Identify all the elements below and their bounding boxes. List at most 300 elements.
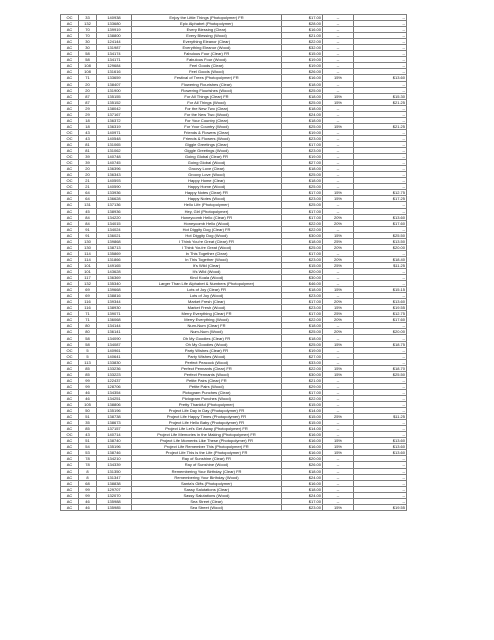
- sale-price-cell: --: [354, 432, 407, 438]
- item-number-cell: 135155: [97, 93, 132, 99]
- item-number-cell: 139919: [97, 27, 132, 33]
- sale-price-cell: --: [354, 426, 407, 432]
- discount-cell: --: [323, 39, 354, 45]
- product-name-cell: It's Wild (Clear): [132, 262, 282, 268]
- item-number-cell: 122437: [97, 377, 132, 383]
- discount-cell: --: [323, 359, 354, 365]
- product-name-cell: Party Wishes (Clear) FR: [132, 347, 282, 353]
- catalog-cell: AC: [61, 323, 79, 329]
- discount-cell: 15%: [323, 450, 354, 456]
- discount-cell: 20%: [323, 329, 354, 335]
- sale-price-cell: --: [354, 15, 407, 21]
- catalog-cell: AC: [61, 166, 79, 172]
- catalog-cell: AC: [61, 462, 79, 468]
- product-name-cell: Lots of Joy (Wood): [132, 293, 282, 299]
- product-name-cell: Happy Notes (Clear) FR: [132, 190, 282, 196]
- item-number-cell: 133936: [97, 190, 132, 196]
- page-cell: 35: [79, 420, 97, 426]
- catalog-cell: AC: [61, 492, 79, 498]
- price-cell: $15.00: [282, 420, 323, 426]
- catalog-cell: AC: [61, 383, 79, 389]
- item-number-cell: 149165: [97, 262, 132, 268]
- product-name-cell: Happy Notes (Wood): [132, 196, 282, 202]
- catalog-cell: AC: [61, 208, 79, 214]
- catalog-cell: AC: [61, 498, 79, 504]
- page-cell: 64: [79, 196, 97, 202]
- price-cell: $15.00: [282, 51, 323, 57]
- catalog-cell: OC: [61, 353, 79, 359]
- price-cell: $24.00: [282, 111, 323, 117]
- item-number-cell: 134015: [97, 220, 132, 226]
- price-cell: $32.00: [282, 45, 323, 51]
- price-cell: $22.00: [282, 395, 323, 401]
- item-number-cell: 134024: [97, 226, 132, 232]
- sale-price-cell: $13.50: [354, 238, 407, 244]
- item-number-cell: 134354: [97, 389, 132, 395]
- discount-cell: --: [323, 21, 354, 27]
- catalog-cell: AC: [61, 21, 79, 27]
- item-number-cell: 133236: [97, 365, 132, 371]
- discount-cell: --: [323, 154, 354, 160]
- sale-price-cell: --: [354, 154, 407, 160]
- sale-price-cell: --: [354, 160, 407, 166]
- discount-cell: --: [323, 141, 354, 147]
- discount-cell: --: [323, 426, 354, 432]
- discount-cell: --: [323, 208, 354, 214]
- catalog-cell: AC: [61, 148, 79, 154]
- page-cell: 116: [79, 299, 97, 305]
- sale-price-cell: --: [354, 178, 407, 184]
- page-cell: 58: [79, 57, 97, 63]
- product-name-cell: Project Life Memories in the Making (Photopolymer) FR: [132, 432, 282, 438]
- catalog-cell: AC: [61, 238, 79, 244]
- item-number-cell: 136068: [97, 317, 132, 323]
- catalog-cell: OC: [61, 347, 79, 353]
- product-name-cell: For All Things (Clear) FR: [132, 93, 282, 99]
- item-number-cell: 131065: [97, 141, 132, 147]
- price-cell: $16.00: [282, 480, 323, 486]
- product-name-cell: Ray of Sunshine (Wood): [132, 462, 282, 468]
- price-cell: $23.00: [282, 148, 323, 154]
- product-name-cell: Sassy Salutations (Clear): [132, 486, 282, 492]
- item-number-cell: 131347: [97, 474, 132, 480]
- catalog-cell: AC: [61, 250, 79, 256]
- catalog-cell: AC: [61, 202, 79, 208]
- catalog-cell: AC: [61, 81, 79, 87]
- page-cell: 58: [79, 51, 97, 57]
- discount-cell: --: [323, 383, 354, 389]
- product-name-cell: For Your Country (Wood): [132, 123, 282, 129]
- page-cell: 20: [79, 87, 97, 93]
- sale-price-cell: --: [354, 69, 407, 75]
- price-cell: $18.00: [282, 468, 323, 474]
- product-name-cell: For the New Two (Wood): [132, 111, 282, 117]
- catalog-cell: AC: [61, 123, 79, 129]
- catalog-cell: AC: [61, 377, 79, 383]
- page-cell: 85: [79, 426, 97, 432]
- sale-price-cell: --: [354, 402, 407, 408]
- catalog-cell: AC: [61, 172, 79, 178]
- sale-price-cell: --: [354, 468, 407, 474]
- discount-cell: 15%: [323, 123, 354, 129]
- page-cell: 51: [79, 438, 97, 444]
- page-cell: 99: [79, 377, 97, 383]
- product-name-cell: For Your Country (Clear): [132, 117, 282, 123]
- price-cell: $15.00: [282, 262, 323, 268]
- price-cell: $25.00: [282, 99, 323, 105]
- catalog-cell: AC: [61, 299, 79, 305]
- sale-price-cell: --: [354, 208, 407, 214]
- catalog-cell: AC: [61, 63, 79, 69]
- page-cell: 99: [79, 492, 97, 498]
- price-cell: $17.00: [282, 214, 323, 220]
- page-cell: 117: [79, 275, 97, 281]
- price-cell: $18.00: [282, 335, 323, 341]
- price-cell: $21.00: [282, 33, 323, 39]
- page-cell: 85: [79, 371, 97, 377]
- catalog-cell: AC: [61, 317, 79, 323]
- discount-cell: --: [323, 335, 354, 341]
- sale-price-cell: --: [354, 353, 407, 359]
- catalog-cell: AC: [61, 480, 79, 486]
- discount-cell: 20%: [323, 220, 354, 226]
- discount-cell: 15%: [323, 371, 354, 377]
- sale-price-cell: $18.75: [354, 341, 407, 347]
- item-number-cell: 138407: [97, 81, 132, 87]
- price-cell: $25.00: [282, 341, 323, 347]
- catalog-cell: AC: [61, 311, 79, 317]
- page-cell: 54: [79, 444, 97, 450]
- price-cell: $19.00: [282, 57, 323, 63]
- item-number-cell: 132070: [97, 492, 132, 498]
- item-number-cell: 136141: [97, 329, 132, 335]
- price-cell: $23.00: [282, 305, 323, 311]
- price-cell: $22.00: [282, 220, 323, 226]
- discount-cell: 15%: [323, 232, 354, 238]
- catalog-cell: AC: [61, 293, 79, 299]
- price-cell: $14.00: [282, 408, 323, 414]
- discount-cell: --: [323, 268, 354, 274]
- product-name-cell: Going Global (Wood): [132, 160, 282, 166]
- price-cell: $17.00: [282, 15, 323, 21]
- discount-cell: --: [323, 293, 354, 299]
- catalog-cell: OC: [61, 178, 79, 184]
- item-number-cell: 140714: [97, 432, 132, 438]
- discount-cell: --: [323, 129, 354, 135]
- item-number-cell: 136372: [97, 117, 132, 123]
- product-name-cell: Project Life This is the Life (Photopolymer) FR: [132, 450, 282, 456]
- page-cell: 116: [79, 305, 97, 311]
- catalog-cell: AC: [61, 281, 79, 287]
- catalog-cell: AC: [61, 45, 79, 51]
- item-number-cell: 138738: [97, 414, 132, 420]
- catalog-cell: AC: [61, 39, 79, 45]
- product-name-cell: Hello Life (Photopolymer): [132, 202, 282, 208]
- product-name-cell: I Think You're Great (Wood): [132, 244, 282, 250]
- page-cell: 20: [79, 172, 97, 178]
- discount-cell: --: [323, 57, 354, 63]
- price-cell: $16.00: [282, 432, 323, 438]
- discount-cell: --: [323, 402, 354, 408]
- catalog-cell: AC: [61, 262, 79, 268]
- product-name-cell: Giggle Greetings (Wood): [132, 148, 282, 154]
- item-number-cell: 140548: [97, 135, 132, 141]
- product-name-cell: Friends & Flowers (Wood): [132, 135, 282, 141]
- item-number-cell: 135196: [97, 408, 132, 414]
- sale-price-cell: $25.50: [354, 371, 407, 377]
- item-number-cell: 138746: [97, 450, 132, 456]
- page-cell: 33: [79, 15, 97, 21]
- item-number-cell: 131866: [97, 256, 132, 262]
- page-cell: 5: [79, 347, 97, 353]
- catalog-cell: AC: [61, 141, 79, 147]
- page-cell: 30: [79, 45, 97, 51]
- product-name-cell: Giggle Greetings (Clear): [132, 141, 282, 147]
- catalog-cell: AC: [61, 305, 79, 311]
- item-number-cell: 131987: [97, 45, 132, 51]
- sale-price-cell: --: [354, 39, 407, 45]
- price-cell: $25.00: [282, 329, 323, 335]
- sale-price-cell: --: [354, 117, 407, 123]
- catalog-cell: AC: [61, 244, 79, 250]
- discount-cell: 25%: [323, 262, 354, 268]
- sale-price-cell: $12.75: [354, 311, 407, 317]
- catalog-cell: AC: [61, 214, 79, 220]
- product-name-cell: Enjoy the Little Things (Photopolymer) FR: [132, 15, 282, 21]
- product-name-cell: For the New Two (Clear): [132, 105, 282, 111]
- catalog-cell: AC: [61, 474, 79, 480]
- catalog-cell: AC: [61, 486, 79, 492]
- sale-price-cell: --: [354, 377, 407, 383]
- product-name-cell: Project Life Happy Times (Photopolymer) FR: [132, 414, 282, 420]
- discount-cell: 15%: [323, 365, 354, 371]
- item-number-cell: 140748: [97, 154, 132, 160]
- sale-price-cell: $20.00: [354, 329, 407, 335]
- sale-price-cell: --: [354, 148, 407, 154]
- catalog-cell: AC: [61, 220, 79, 226]
- sale-price-cell: $15.30: [354, 93, 407, 99]
- sale-price-cell: --: [354, 480, 407, 486]
- item-number-cell: 134144: [97, 323, 132, 329]
- price-cell: $22.00: [282, 226, 323, 232]
- page-cell: 53: [79, 450, 97, 456]
- catalog-cell: AC: [61, 256, 79, 262]
- product-name-cell: Happy Home (Wood): [132, 184, 282, 190]
- item-number-cell: 133830: [97, 359, 132, 365]
- item-number-cell: 137167: [97, 111, 132, 117]
- page-cell: 108: [79, 63, 97, 69]
- page-cell: 18: [79, 123, 97, 129]
- price-cell: $19.00: [282, 154, 323, 160]
- sale-price-cell: --: [354, 45, 407, 51]
- item-number-cell: 143628: [97, 268, 132, 274]
- item-number-cell: 138740: [97, 438, 132, 444]
- item-number-cell: 140961: [97, 347, 132, 353]
- page-cell: 68: [79, 480, 97, 486]
- price-cell: $23.00: [282, 196, 323, 202]
- product-name-cell: Merry Everything (Clear) FR: [132, 311, 282, 317]
- catalog-cell: AC: [61, 99, 79, 105]
- item-number-cell: 138713: [97, 244, 132, 250]
- product-name-cell: Friends & Flowers (Clear): [132, 129, 282, 135]
- discount-cell: --: [323, 347, 354, 353]
- item-number-cell: 136319: [97, 123, 132, 129]
- sale-price-cell: $20.00: [354, 244, 407, 250]
- page-cell: 18: [79, 117, 97, 123]
- discount-cell: --: [323, 160, 354, 166]
- product-name-cell: Sea Street (Wood): [132, 504, 282, 510]
- product-name-cell: Everything Eleanor (Clear): [132, 39, 282, 45]
- item-number-cell: 138930: [97, 305, 132, 311]
- catalog-cell: OC: [61, 184, 79, 190]
- price-cell: $20.00: [282, 456, 323, 462]
- page-cell: 39: [79, 160, 97, 166]
- page-cell: 91: [79, 226, 97, 232]
- sale-price-cell: --: [354, 57, 407, 63]
- product-name-cell: In This Together (Wood): [132, 256, 282, 262]
- item-number-cell: 140590: [97, 184, 132, 190]
- item-number-cell: 136021: [97, 232, 132, 238]
- price-cell: $22.00: [282, 39, 323, 45]
- product-name-cell: Larger Than Life Alphabet & Numbers (Photopolymer): [132, 281, 282, 287]
- catalog-cell: AC: [61, 426, 79, 432]
- discount-cell: 20%: [323, 317, 354, 323]
- discount-cell: 15%: [323, 99, 354, 105]
- product-name-cell: For All Things (Wood): [132, 99, 282, 105]
- catalog-cell: OC: [61, 135, 79, 141]
- product-name-cell: Num-Num (Clear) FR: [132, 323, 282, 329]
- price-cell: $24.00: [282, 492, 323, 498]
- page-cell: 70: [79, 27, 97, 33]
- page-cell: 29: [79, 111, 97, 117]
- sale-price-cell: --: [354, 408, 407, 414]
- item-number-cell: 140971: [97, 129, 132, 135]
- sale-price-cell: --: [354, 275, 407, 281]
- item-number-cell: 135340: [97, 281, 132, 287]
- product-name-cell: Groovy Love (Wood): [132, 172, 282, 178]
- product-name-cell: Petite Pairs (Wood): [132, 383, 282, 389]
- page-cell: 21: [79, 184, 97, 190]
- sale-price-cell: $21.25: [354, 123, 407, 129]
- product-name-cell: Project Life Let's Get Away (Photopolymer) FR: [132, 426, 282, 432]
- item-number-cell: 138816: [97, 293, 132, 299]
- sale-price-cell: --: [354, 462, 407, 468]
- item-number-cell: 140745: [97, 160, 132, 166]
- item-number-cell: 134171: [97, 57, 132, 63]
- page-cell: 105: [79, 402, 97, 408]
- page-cell: 85: [79, 365, 97, 371]
- discount-cell: --: [323, 395, 354, 401]
- product-name-cell: Honeycomb Hello (Clear) FR: [132, 214, 282, 220]
- discount-cell: --: [323, 178, 354, 184]
- item-number-cell: 139071: [97, 311, 132, 317]
- sale-price-cell: --: [354, 335, 407, 341]
- page-cell: 91: [79, 232, 97, 238]
- price-cell: $17.00: [282, 498, 323, 504]
- catalog-cell: AC: [61, 438, 79, 444]
- sale-price-cell: --: [354, 389, 407, 395]
- price-cell: $27.00: [282, 353, 323, 359]
- catalog-cell: AC: [61, 196, 79, 202]
- sale-price-cell: --: [354, 87, 407, 93]
- sale-price-cell: --: [354, 33, 407, 39]
- price-cell: $16.00: [282, 444, 323, 450]
- price-cell: $25.00: [282, 184, 323, 190]
- page-cell: 21: [79, 178, 97, 184]
- page-cell: 20: [79, 166, 97, 172]
- product-name-cell: Market Fresh (Clear): [132, 299, 282, 305]
- discount-cell: --: [323, 275, 354, 281]
- price-cell: $17.00: [282, 389, 323, 395]
- item-number-cell: 139344: [97, 299, 132, 305]
- price-cell: $33.00: [282, 359, 323, 365]
- discount-cell: --: [323, 456, 354, 462]
- item-number-cell: 131350: [97, 468, 132, 474]
- discount-cell: --: [323, 81, 354, 87]
- product-name-cell: Festival of Trees (Photopolymer) FR: [132, 75, 282, 81]
- sale-price-cell: $12.75: [354, 190, 407, 196]
- price-cell: $16.00: [282, 450, 323, 456]
- catalog-cell: AC: [61, 117, 79, 123]
- catalog-cell: AC: [61, 51, 79, 57]
- page-cell: 130: [79, 238, 97, 244]
- catalog-cell: AC: [61, 287, 79, 293]
- sale-price-cell: --: [354, 395, 407, 401]
- item-number-cell: 136396: [97, 166, 132, 172]
- product-name-cell: I Think You're Great (Clear) FR: [132, 238, 282, 244]
- discount-cell: --: [323, 468, 354, 474]
- price-cell: $23.00: [282, 135, 323, 141]
- page-cell: 130: [79, 244, 97, 250]
- page-cell: 101: [79, 268, 97, 274]
- catalog-cell: AC: [61, 389, 79, 395]
- catalog-cell: AC: [61, 93, 79, 99]
- price-cell: $29.00: [282, 383, 323, 389]
- price-cell: $28.00: [282, 21, 323, 27]
- product-name-cell: Feel Goods (Clear): [132, 63, 282, 69]
- discount-cell: --: [323, 202, 354, 208]
- sale-price-cell: --: [354, 323, 407, 329]
- catalog-cell: AC: [61, 111, 79, 117]
- catalog-cell: AC: [61, 450, 79, 456]
- page-cell: 43: [79, 135, 97, 141]
- discount-cell: 15%: [323, 93, 354, 99]
- item-number-cell: 135988: [97, 498, 132, 504]
- product-name-cell: Project Life Day in Day (Photopolymer) FR: [132, 408, 282, 414]
- sale-price-cell: --: [354, 51, 407, 57]
- sale-price-cell: $17.60: [354, 220, 407, 226]
- discount-cell: --: [323, 51, 354, 57]
- catalog-cell: AC: [61, 268, 79, 274]
- discount-cell: --: [323, 389, 354, 395]
- discount-cell: 15%: [323, 190, 354, 196]
- catalog-cell: AC: [61, 395, 79, 401]
- discount-cell: --: [323, 408, 354, 414]
- item-number-cell: 139668: [97, 287, 132, 293]
- product-name-cell: Flowering Flourishes (Clear): [132, 81, 282, 87]
- discount-cell: 20%: [323, 244, 354, 250]
- item-number-cell: 136628: [97, 196, 132, 202]
- discount-cell: 15%: [323, 444, 354, 450]
- discount-cell: --: [323, 111, 354, 117]
- item-number-cell: 136343: [97, 172, 132, 178]
- price-cell: $27.00: [282, 160, 323, 166]
- catalog-cell: OC: [61, 129, 79, 135]
- page-cell: 43: [79, 129, 97, 135]
- sale-price-cell: --: [354, 202, 407, 208]
- item-number-cell: 140938: [97, 15, 132, 21]
- page-cell: 30: [79, 39, 97, 45]
